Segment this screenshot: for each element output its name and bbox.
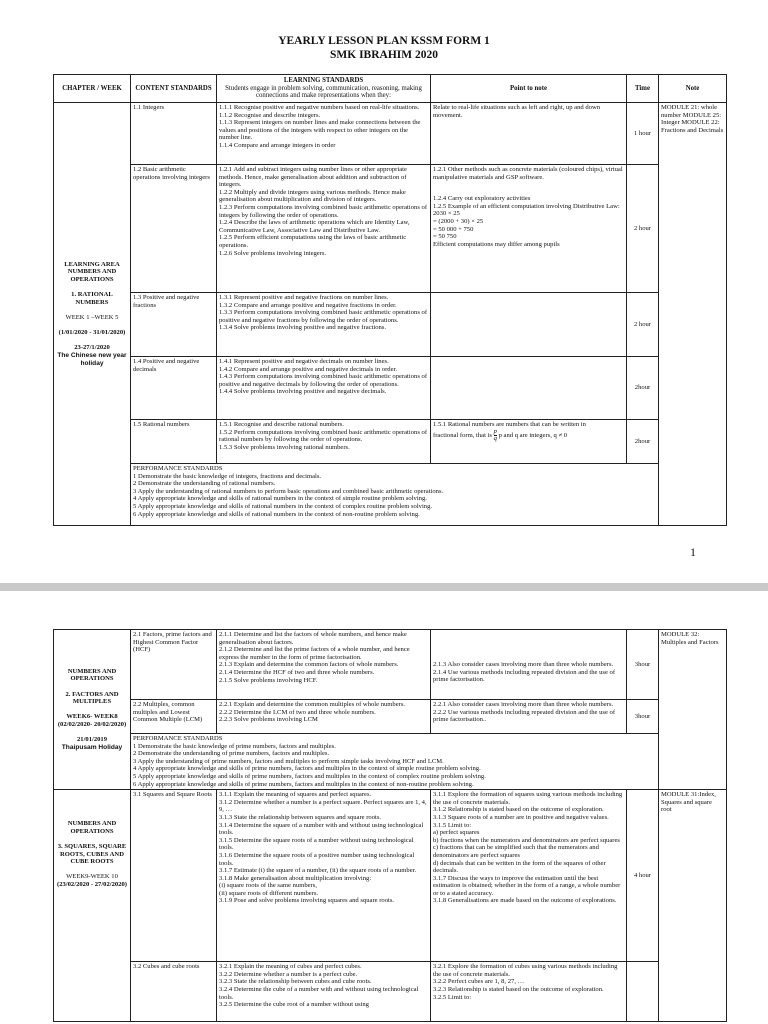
point-to-note: 2.2.1 Also consider cases involving more than three whole numbers. 2.2.2 Use various methods including repeated division and the use of prime factorisation.. <box>431 700 627 734</box>
content-standard: 3.1 Squares and Square Roots <box>131 790 217 962</box>
point-to-note: 1.2.1 Other methods such as concrete materials (coloured chips), virtual manipulative materials and GSP software. 1.2.4 Carry out exploratory activities 1.2.5 Example of an efficient computation involving Distributive Law: 2030 × 25 = (2000 + 30) × 25 = 50 000 + 750 = 50 750 Efficient computations may differ among pupils <box>431 165 627 293</box>
table-row <box>54 293 727 357</box>
header-content: CONTENT STANDARDS <box>131 75 217 103</box>
point-to-note: 1.5.1 Rational numbers are numbers that can be written in fractional form, that is $\frac{p}{q}$ p and q are integers, q ≠ 0 <box>431 420 627 464</box>
time-cell: 2 hour <box>627 293 659 357</box>
table-row <box>54 700 727 734</box>
learning-standards: 3.1.1 Explain the meaning of squares and perfect squares. 3.1.2 Determine whether a number is a perfect square. Perfect squares are 1, 4, 9, … 3.1.3 State the relationship between squares and square roots. 3.1.4 Determine the square of a number with and without using technological tools. 3.1.5 Determine the square roots of a number without using technological tools. 3.1.6 Determine the square roots of a positive number using technological tools. 3.1.7 Estimate (i) the square of a number, (ii) the square roots of a number. 3.1.8 Make generalisation about multiplication involving: (i) square roots of the same numbers, (ii) square roots of different numbers. 3.1.9 Pose and solve problems involving squares and square roots. <box>217 790 431 962</box>
table-row <box>54 790 727 962</box>
table-row <box>54 630 727 700</box>
table-row <box>54 103 727 165</box>
page-number: 1 <box>690 545 696 559</box>
header-learning: LEARNING STANDARDS Students engage in problem solving, communication, reasoning, making connections and make representations when they: <box>217 75 431 103</box>
fraction-p-over-q: $\frac{p}{q}$ <box>493 427 497 442</box>
table-header-row <box>54 75 727 103</box>
time-cell: 2 hour <box>627 165 659 293</box>
point-to-note: 2.1.3 Also consider cases involving more than three whole numbers. 2.1.4 Use various methods including repeated division and the use of prime factorisation. <box>431 630 627 700</box>
table-row <box>54 165 727 293</box>
content-standard: 1.5 Rational numbers <box>131 420 217 464</box>
content-standard: 2.2 Multiples, common multiples and Lowest Common Multiple (LCM) <box>131 700 217 734</box>
header-time: Time <box>627 75 659 103</box>
point-to-note <box>431 293 627 357</box>
lesson-plan-table-2 <box>53 629 727 1022</box>
document-title: YEARLY LESSON PLAN KSSM FORM 1 <box>278 35 490 47</box>
learning-standards: 2.1.1 Determine and list the factors of whole numbers, and hence make generalisation about factors. 2.1.2 Determine and list the prime factors of a whole number, and hence express the number in the form of prime factorisation. 2.1.3 Explain and determine the common factors of whole numbers. 2.1.4 Determine the HCF of two and three whole numbers. 2.1.5 Solve problems involving HCF. <box>217 630 431 700</box>
table-row <box>54 420 727 464</box>
note-cell: MODULE 31:Index, Squares and square root <box>659 790 727 1022</box>
learning-standards: 1.3.1 Represent positive and negative fractions on number lines. 1.3.2 Compare and arrange positive and negative fractions in order. 1.3.3 Perform computations involving combined basic arithmetic operations of positive and negative fractions by following the order of operations. 1.3.4 Solve problems involving positive and negative fractions. <box>217 293 431 357</box>
point-to-note <box>431 357 627 420</box>
week-cell: LEARNING AREA NUMBERS AND OPERATIONS 1. RATIONAL NUMBERS WEEK 1 –WEEK 5 (1/01/2020 - 31/01/2020) 23-27/1/2020 The Chinese new year holiday <box>54 103 131 526</box>
content-standard: 1.4 Positive and negative decimals <box>131 357 217 420</box>
page-2 <box>0 591 768 1024</box>
week-cell: NUMBERS AND OPERATIONS 3. SQUARES, SQUARE ROOTS, CUBES AND CUBE ROOTS WEEK9-WEEK 10 (23/02/2020 - 27/02/2020) <box>54 790 131 1022</box>
header-note: Note <box>659 75 727 103</box>
time-cell: 4 hour <box>627 790 659 962</box>
note-cell: MODULE 21: whole number MODULE 25: Integer MODULE 22: Fractions and Decimals <box>659 103 727 526</box>
content-standard: 2.1 Factors, prime factors and Highest Common Factor (HCF) <box>131 630 217 700</box>
performance-standards-row <box>54 734 727 790</box>
learning-standards: 1.1.1 Recognise positive and negative numbers based on real-life situations. 1.1.2 Recognise and describe integers. 1.1.3 Represent integers on number lines and make connections between the values and positions of the integers with respect to other integers on the number line. 1.1.4 Compare and arrange integers in order <box>217 103 431 165</box>
time-cell: 2hour <box>627 420 659 464</box>
note-cell: MODULE 32: Multiples and Factors <box>659 630 727 790</box>
time-cell <box>627 962 659 1022</box>
time-cell: 1 hour <box>627 103 659 165</box>
learning-standards: 1.5.1 Recognise and describe rational numbers. 1.5.2 Perform computations involving combined basic arithmetic operations of rational numbers by following the order of operations. 1.5.3 Solve problems involving rational numbers. <box>217 420 431 464</box>
content-standard: 3.2 Cubes and cube roots <box>131 962 217 1022</box>
time-cell: 3hour <box>627 700 659 734</box>
point-to-note: 3.2.1 Explore the formation of cubes using various methods including the use of concrete materials. 3.2.2 Perfect cubes are 1, 8, 27, … 3.2.3 Relationship is stated based on the outcome of exploration. 3.2.5 Limit to: <box>431 962 627 1022</box>
learning-standards: 3.2.1 Explain the meaning of cubes and perfect cubes. 3.2.2 Determine whether a number is a perfect cube. 3.2.3 State the relationship between cubes and cube roots. 3.2.4 Determine the cube of a number with and without using technological tools. 3.2.5 Determine the cube root of a number without using <box>217 962 431 1022</box>
performance-standards: PERFORMANCE STANDARDS 1 Demonstrate the basic knowledge of integers, fractions and decimals. 2 Demonstrate the understanding of rational numbers. 3 Apply the understanding of rational numbers to perform basic operations and combined basic arithmetic operations. 4 Apply appropriate knowledge and skills of rational numbers in the context of simple routine problem solving. 5 Apply appropriate knowledge and skills of rational numbers in the context of complex routine problem solving. 6 Apply appropriate knowledge and skills of rational numbers in the context of non-routine problem solving. <box>131 464 659 526</box>
table-row <box>54 357 727 420</box>
table-row <box>54 962 727 1022</box>
performance-standards: PERFORMANCE STANDARDS 1 Demonstrate the basic knowledge of prime numbers, factors and multiples. 2 Demonstrate the understanding of prime numbers, factors and multiples. 3 Apply the understanding of prime numbers, factors and multiples to perform simple tasks involving HCF and LCM. 4 Apply appropriate knowledge and skills of prime numbers, factors and multiples in the context of simple routine problem solving. 5 Apply appropriate knowledge and skills of prime numbers, factors and multiples in the context of complex routine problem solving. 6 Apply appropriate knowledge and skills of prime numbers, factors and multiples in the context of non-routine problem solving. <box>131 734 659 790</box>
time-cell: 3hour <box>627 630 659 700</box>
week-cell: NUMBERS AND OPERATIONS 2. FACTORS AND MULTIPLES WEEK6- WEEK8 (02/02/2020- 20/02/2020) 21/01/2019 Thaipusam Holiday <box>54 630 131 790</box>
content-standard: 1.2 Basic arithmetic operations involving integers <box>131 165 217 293</box>
content-standard: 1.3 Positive and negative fractions <box>131 293 217 357</box>
point-to-note: 3.1.1 Explore the formation of squares using various methods including the use of concrete materials. 3.1.2 Relationship is stated based on the outcome of exploration. 3.1.3 Square roots of a number are in positive and negative values. 3.1.5 Limit to: a) perfect squares b) fractions when the numerators and denominators are perfect squares c) fractions that can be simplified such that the numerators and denominators are perfect squares d) decimals that can be written in the form of the squares of other decimals. 3.1.7 Discuss the ways to improve the estimation until the best estimation is obtained; whether in the form of a range, a whole number or to a stated accuracy. 3.1.8 Generalisations are made based on the outcome of explorations. <box>431 790 627 962</box>
school-title: SMK IBRAHIM 2020 <box>330 49 438 61</box>
point-to-note: Relate to real-life situations such as left and right, up and down movement. <box>431 103 627 165</box>
content-standard: 1.1 Integers <box>131 103 217 165</box>
learning-standards: 2.2.1 Explain and determine the common multiples of whole numbers. 2.2.2 Determine the LCM of two and three whole numbers. 2.2.3 Solve problems involving LCM <box>217 700 431 734</box>
header-chapter: CHAPTER / WEEK <box>54 75 131 103</box>
learning-standards: 1.4.1 Represent positive and negative decimals on number lines. 1.4.2 Compare and arrange positive and negative decimals in order. 1.4.3 Perform computations involving combined basic arithmetic operations of positive and negative decimals by following the order of operations. 1.4.4 Solve problems involving positive and negative decimals. <box>217 357 431 420</box>
header-point: Point to note <box>431 75 627 103</box>
performance-standards-row <box>54 464 727 526</box>
learning-standards: 1.2.1 Add and subtract integers using number lines or other appropriate methods. Hence, make generalisation about addition and subtraction of integers. 1.2.2 Multiply and divide integers using various methods. Hence make generalisation about multiplication and division of integers. 1.2.3 Perform computations involving combined basic arithmetic operations of integers by following the order of operations. 1.2.4 Describe the laws of arithmetic operations which are Identity Law, Communicative Law, Associative Law and Distributive Law. 1.2.5 Perform efficient computations using the laws of basic arithmetic operations. 1.2.6 Solve problems involving integers. <box>217 165 431 293</box>
time-cell: 2hour <box>627 357 659 420</box>
lesson-plan-table-1 <box>53 74 727 526</box>
